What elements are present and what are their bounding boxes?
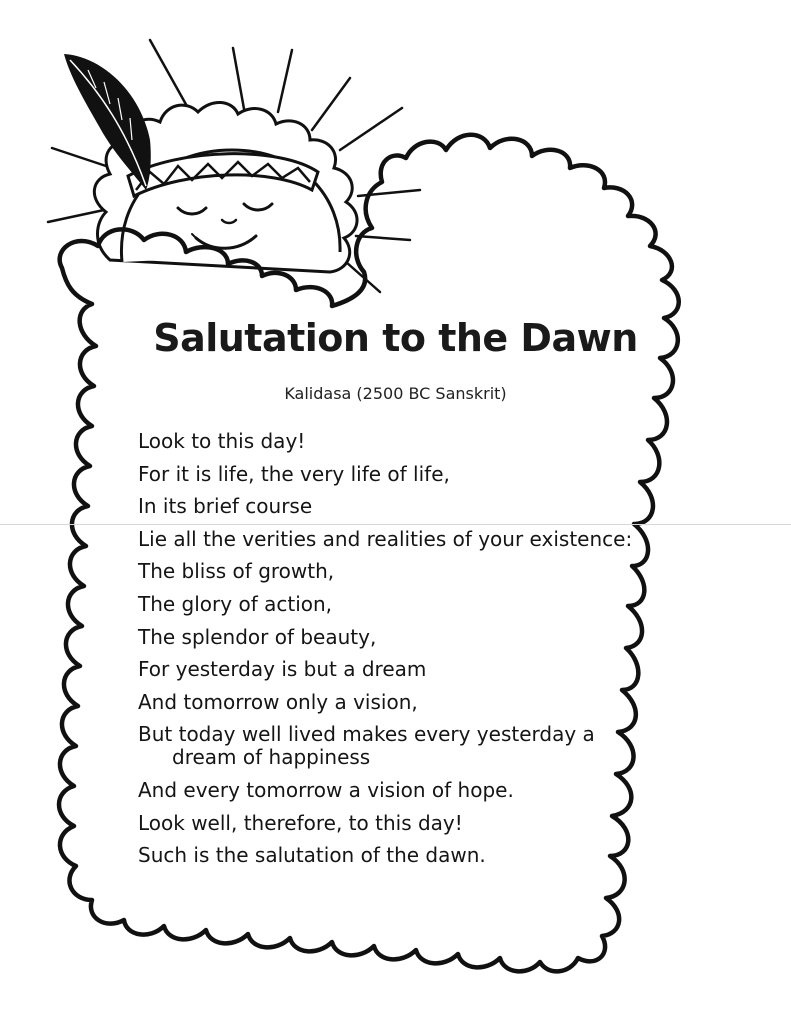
poem-line: The glory of action, — [138, 591, 333, 616]
poem-line: Such is the salutation of the dawn. — [138, 843, 486, 868]
page-title: Salutation to the Dawn — [153, 316, 638, 360]
poem-line: Look to this day! — [138, 429, 306, 453]
poem-line: The splendor of beauty, — [138, 624, 377, 649]
poem-line: Lie all the verities and realities of your existence: — [138, 526, 633, 551]
poem-line: The bliss of growth, — [138, 559, 335, 584]
poem-line: For yesterday is but a dream — [138, 657, 427, 682]
author-credit: Kalidasa (2500 BC Sanskrit) — [284, 384, 507, 403]
poem-line: For it is life, the very life of life, — [138, 461, 450, 486]
poem-line: In its brief course — [138, 494, 313, 519]
poem-line: And every tomorrow a vision of hope. — [138, 777, 514, 802]
poem-text — [138, 430, 658, 877]
poem-line: And tomorrow only a vision, — [138, 689, 418, 714]
poem-line: Look well, therefore, to this day! — [138, 810, 463, 835]
poem-line: But today well lived makes every yesterday a dream of happiness — [138, 722, 595, 770]
